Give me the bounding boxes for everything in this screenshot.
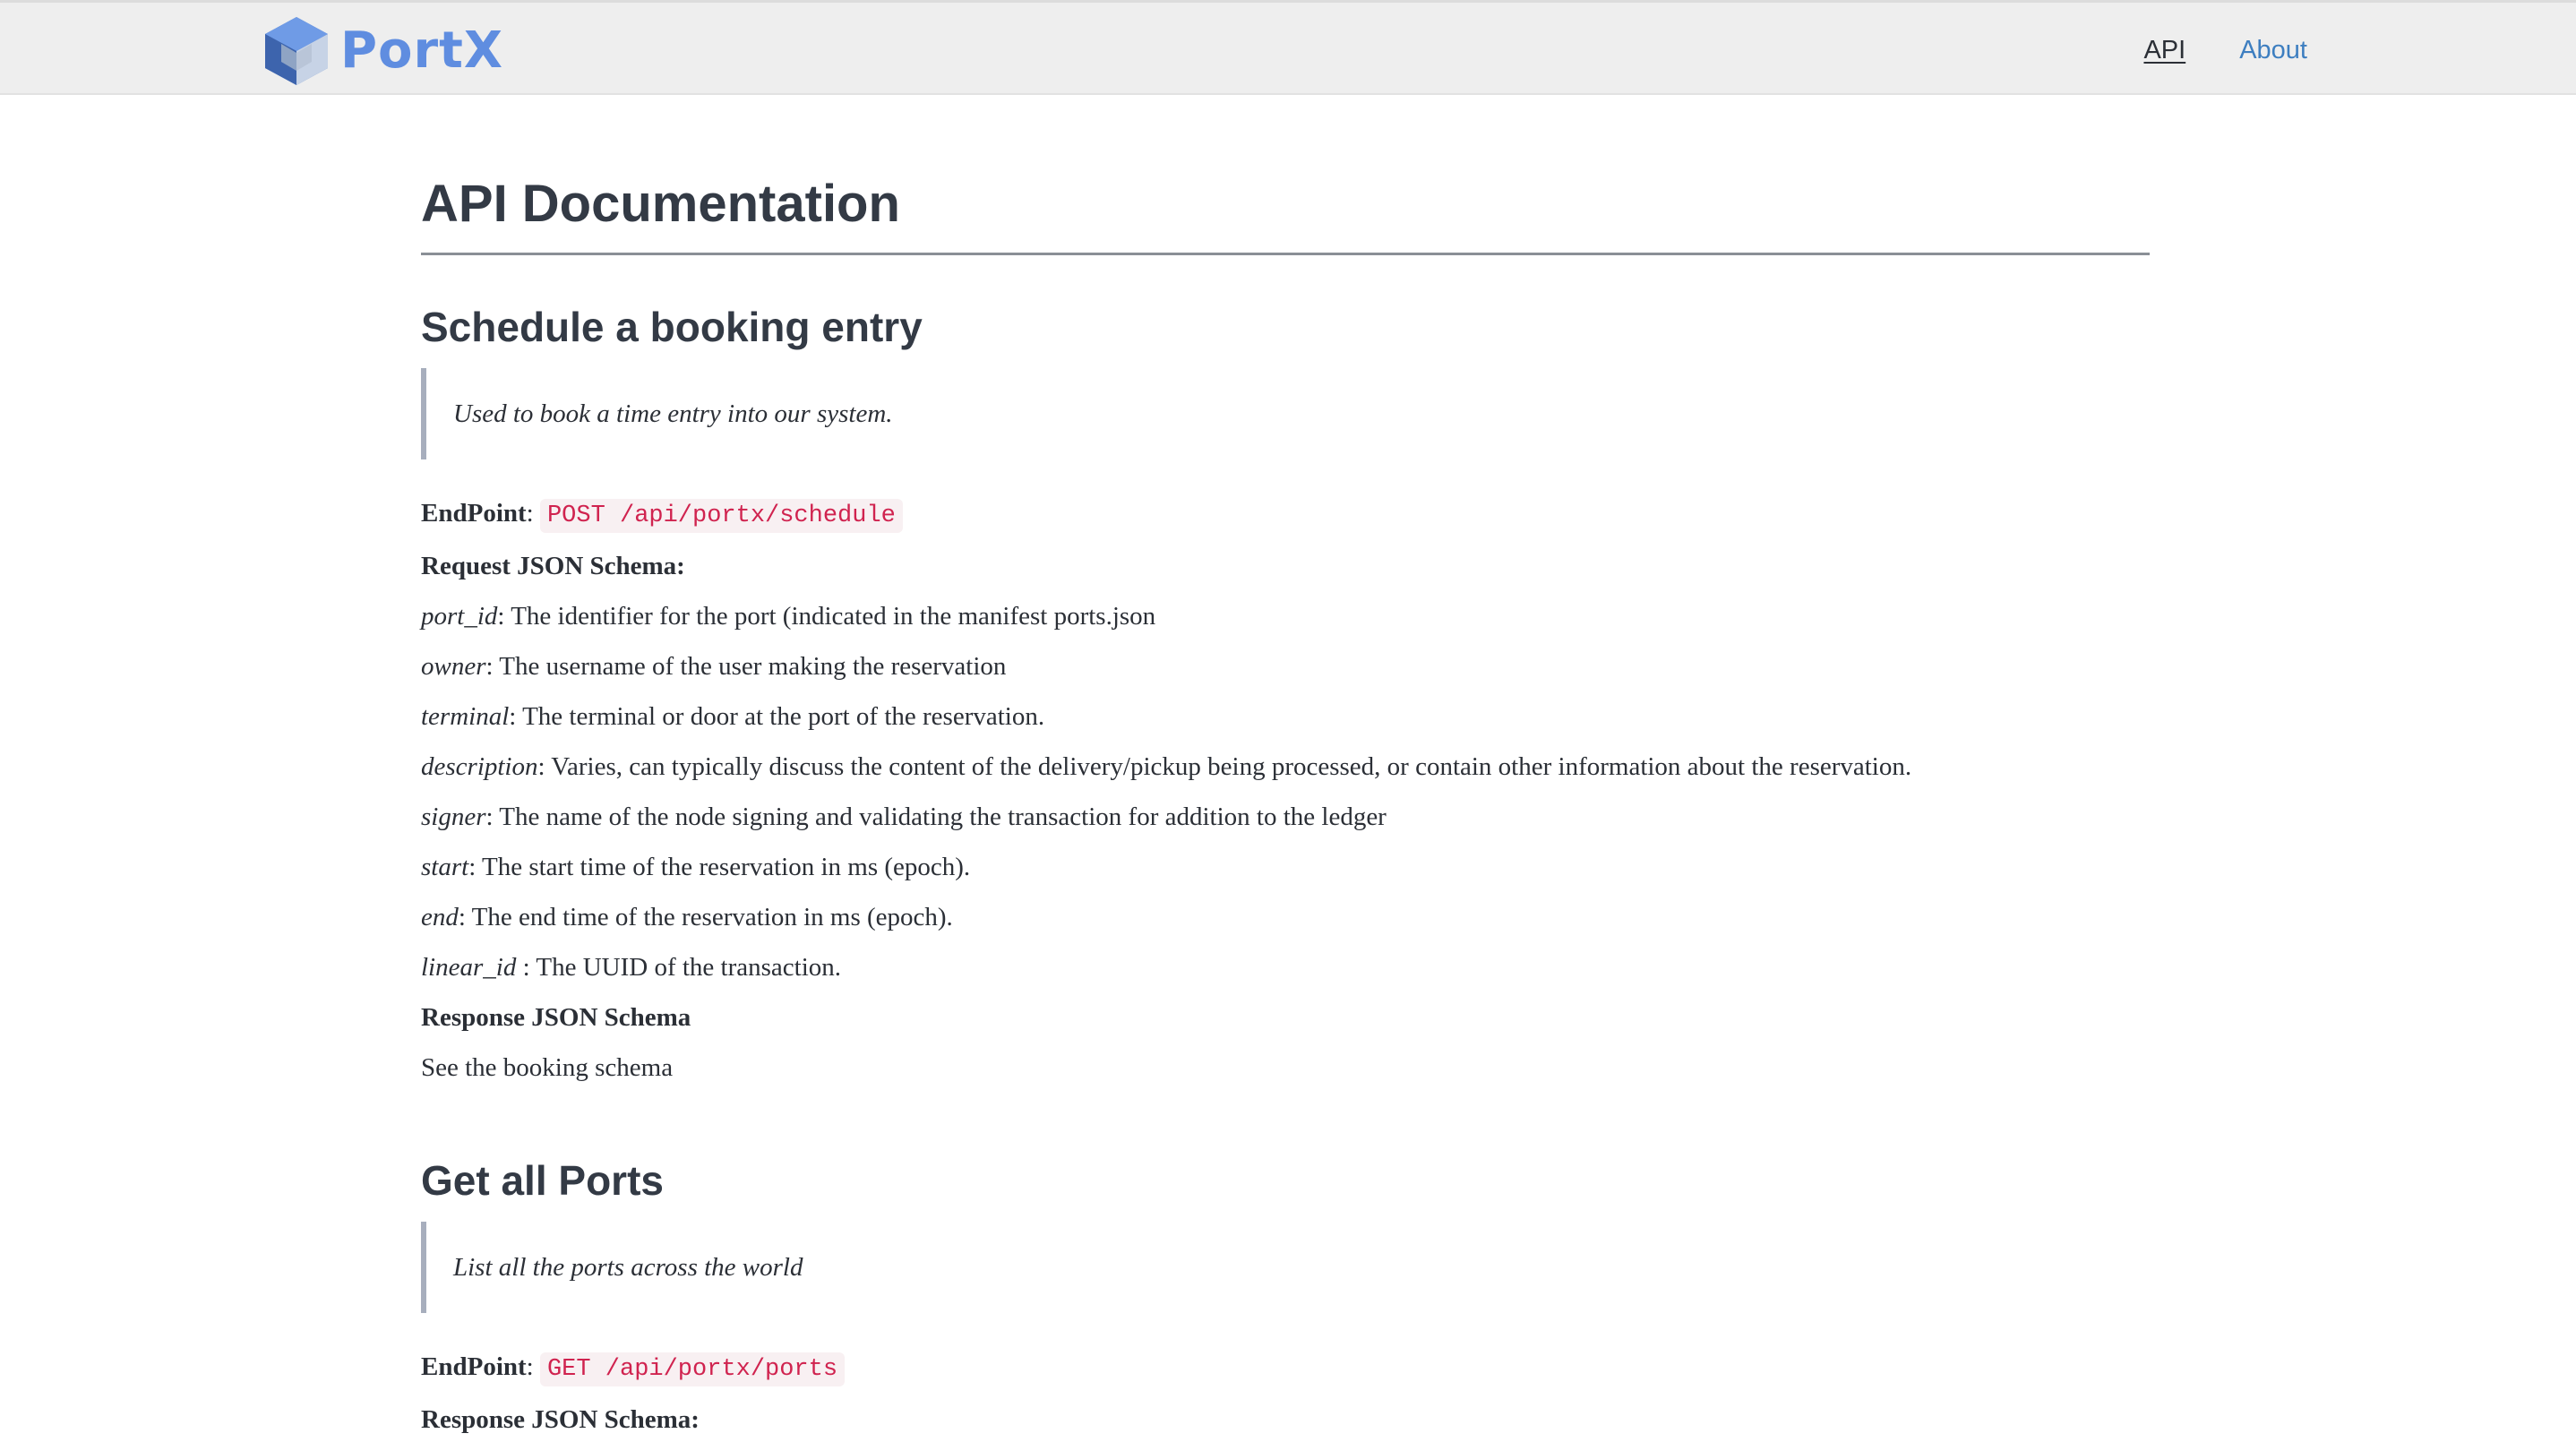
section-description	[421, 1222, 2150, 1313]
response-schema-text: See the booking schema	[421, 1053, 674, 1082]
endpoint-label: EndPoint	[421, 1352, 527, 1381]
field-separator: :	[485, 803, 500, 831]
response-schema-label: Response JSON Schema	[421, 1003, 691, 1032]
field-description: The username of the user making the reservation	[499, 652, 1007, 681]
endpoint-line: EndPoint: GET /api/portx/ports	[421, 1342, 2150, 1395]
schema-field	[421, 742, 2150, 792]
field-description: The name of the node signing and validating the transaction for addition to the ledger	[499, 803, 1387, 831]
field-separator: :	[468, 853, 482, 881]
navbar	[0, 0, 2576, 95]
section-title: Schedule a booking entry	[421, 304, 923, 350]
field-separator: :	[509, 702, 523, 731]
field-name: signer	[421, 803, 486, 831]
field-separator: :	[485, 652, 500, 681]
field-name: description	[421, 752, 538, 781]
section-schedule-booking	[421, 304, 2150, 1093]
section-title: Get all Ports	[421, 1157, 664, 1204]
field-name: owner	[421, 652, 486, 681]
endpoint-label: EndPoint	[421, 499, 527, 528]
nav-link-about[interactable]: About	[2239, 36, 2307, 64]
schema-field	[421, 892, 2150, 942]
endpoint-code: GET /api/portx/ports	[540, 1352, 845, 1386]
nav-links	[2090, 3, 2307, 98]
field-separator: :	[537, 752, 552, 781]
field-name: port_id	[421, 602, 498, 631]
nav-link-api[interactable]: API	[2143, 36, 2186, 64]
field-name: start	[421, 853, 469, 881]
schema-field	[421, 842, 2150, 892]
field-separator: :	[497, 602, 511, 631]
page-title: API Documentation	[421, 176, 2150, 255]
portx-logo-icon	[263, 15, 330, 87]
field-description: The end time of the reservation in ms (epoch).	[471, 903, 953, 931]
field-name: terminal	[421, 702, 510, 731]
description-text: Used to book a time entry into our system.	[453, 399, 893, 428]
endpoint-line: EndPoint: POST /api/portx/schedule	[421, 488, 2150, 541]
field-description: The start time of the reservation in ms (epoch).	[481, 853, 971, 881]
field-description: The identifier for the port (indicated in the manifest ports.json	[511, 602, 1156, 631]
section-description	[421, 368, 2150, 459]
schema-field	[421, 591, 2150, 641]
request-schema-label: Request JSON Schema:	[421, 552, 685, 580]
field-name: end	[421, 903, 459, 931]
section-get-ports	[421, 1157, 2150, 1442]
description-text: List all the ports across the world	[453, 1252, 803, 1282]
field-description: The terminal or door at the port of the reservation.	[522, 702, 1045, 731]
field-separator: :	[516, 953, 537, 982]
field-description: Varies, can typically discuss the content of the delivery/pickup being processed, or contain other information about the reservation.	[551, 752, 1912, 781]
schema-field	[421, 942, 2150, 992]
brand-name: PortX	[340, 21, 504, 80]
main-content	[421, 95, 2150, 1442]
schema-field	[421, 691, 2150, 742]
response-schema-label: Response JSON Schema:	[421, 1405, 700, 1434]
field-separator: :	[458, 903, 472, 931]
schema-field	[421, 641, 2150, 691]
brand-link[interactable]	[263, 15, 503, 87]
endpoint-code: POST /api/portx/schedule	[540, 499, 903, 533]
field-name: linear_id	[421, 953, 517, 982]
field-description: The UUID of the transaction.	[536, 953, 842, 982]
schema-field	[421, 792, 2150, 842]
